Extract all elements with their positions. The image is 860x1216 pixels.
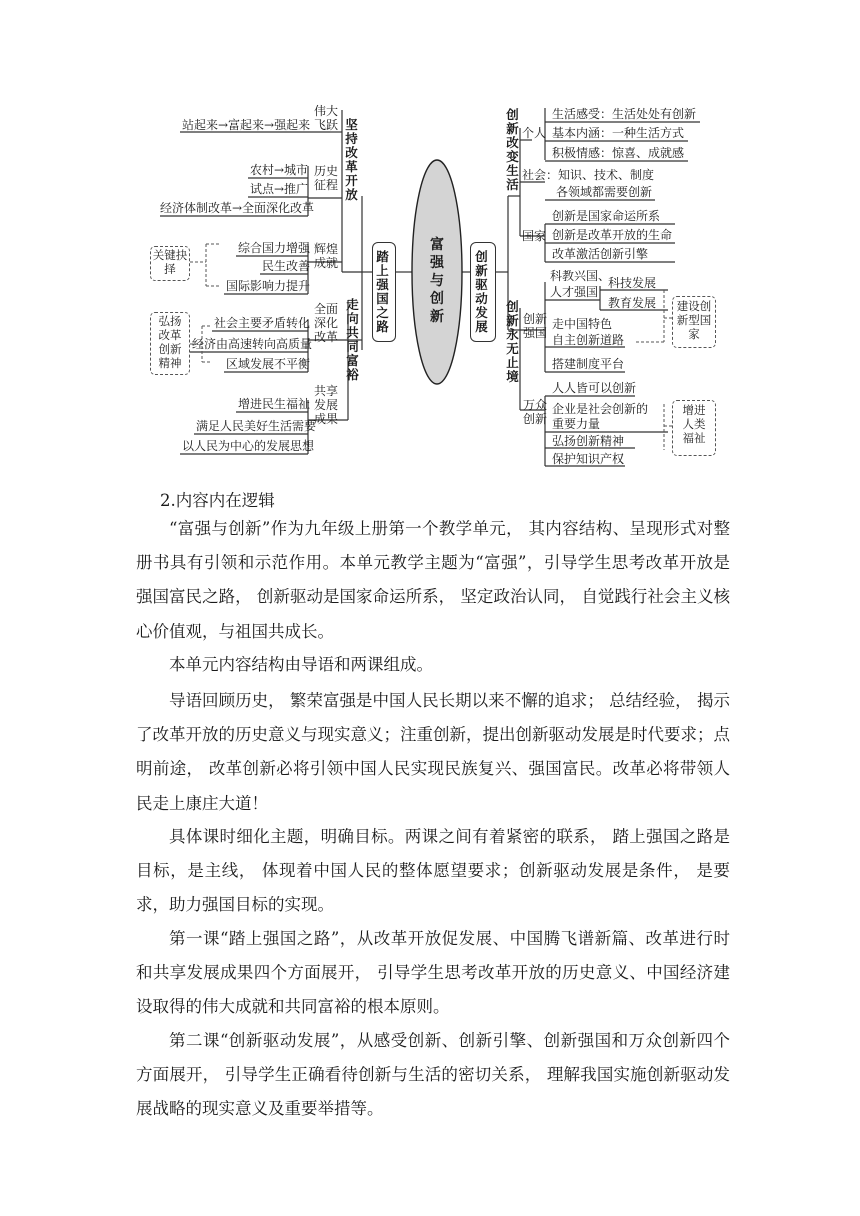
leaf-individual-2: 基本内涵：一种生活方式 (552, 126, 685, 140)
right-main-label: 创新驱动发展 (475, 249, 488, 334)
leaf-achieve-3: 国际影响力提升 (226, 279, 311, 293)
key-choice-label: 关键抉择 (152, 248, 188, 276)
spirit-label: 弘扬改革创新精神 (158, 314, 182, 370)
node-mass-innovation: 万众创新 (522, 398, 547, 426)
leaf-individual-3: 积极情感：惊喜、成就感 (552, 146, 685, 160)
paragraph-4: 具体课时细化主题，明确目标。两课之间有着紧密的联系， 踏上强国之路是目标，是主线， 体现着中国人民的整体愿望要求；创新驱动发展是条件， 是要求，助力强国目标的实现。 (136, 827, 730, 915)
key-choice-box (150, 246, 190, 281)
leaf-shared-3: 以人民为中心的发展思想 (182, 439, 315, 453)
innovative-nation-label: 建设创新型国家 (676, 299, 712, 341)
leaf-stand-up: 站起来→富起来→强起来 (182, 118, 311, 132)
node-history: 历史征程 (313, 164, 338, 192)
node-great-leap: 伟大飞跃 (313, 104, 338, 132)
leaf-strong-2: 自主创新道路 (552, 333, 625, 347)
human-welfare-box (672, 400, 716, 456)
paragraph-1: “富强与创新”作为九年级上册第一个教学单元， 其内容结构、呈现形式对整册书具有引领和示范作用。本单元教学主题为“富强”，引导学生思考改革开放是强国富民之路， 创新驱动是国家命运所系， 坚定政治认同， 自觉践行社会主义核心价值观，与祖国共成长。 (136, 519, 730, 641)
section-heading: 2.内容内在逻辑 (160, 491, 275, 510)
leaf-reform-3: 区域发展不平衡 (226, 357, 311, 371)
leaf-reform-1: 社会主要矛盾转化 (214, 316, 311, 330)
paragraph-6: 第二课“创新驱动发展”，从感受创新、创新引擎、创新强国和万众创新四个方面展开， 引导学生正确看待创新与生活的密切关系， 理解我国实施创新驱动发展战略的现实意义及重要举措等。 (136, 1031, 730, 1119)
node-deepen-reform: 全面深化改革 (313, 302, 338, 344)
leaf-edu: 教育发展 (608, 296, 657, 310)
node-strong-nation: 创新强国 (522, 312, 547, 340)
leaf-reform-2: 经济由高速转向高质量 (192, 337, 313, 351)
leaf-history-2: 试点→推广 (250, 182, 309, 196)
spirit-box (150, 312, 190, 375)
leaf-shared-2: 满足人民美好生活需要 (196, 419, 317, 433)
leaf-achieve-1: 综合国力增强 (238, 241, 311, 255)
left-main-label: 踏上强国之路 (376, 249, 389, 334)
leaf-achieve-2: 民生改善 (262, 259, 311, 273)
center-topic: 富强与创新 (430, 237, 444, 325)
human-welfare-label: 增进人类福祉 (682, 403, 706, 445)
leaf-mass-2: 企业是社会创新的 (552, 402, 649, 416)
leaf-mass-4: 弘扬创新精神 (552, 434, 625, 448)
paragraph-5: 第一课“踏上强国之路”，从改革开放促发展、中国腾飞谱新篇、改革进行时和共享发展成果四个方面展开， 引导学生思考改革开放的历史意义、中国经济建设取得的伟大成就和共同富裕的根本原则。 (136, 929, 730, 1017)
node-society: 社会：知识、技术、制度 (522, 168, 655, 182)
right-branch-endless: 创新永无止境 (506, 299, 519, 384)
leaf-history-1: 农村→城市 (250, 163, 309, 177)
node-country: 国家 (522, 229, 547, 243)
node-individual: 个人 (522, 126, 547, 140)
leaf-strong-3: 搭建制度平台 (552, 357, 625, 371)
leaf-mass-3: 重要力量 (552, 417, 601, 431)
leaf-society: 各领域都需要创新 (556, 185, 653, 199)
leaf-rencai: 人才强国 (550, 285, 599, 299)
leaf-country-2: 创新是改革开放的生命 (552, 228, 673, 242)
paragraph-2: 本单元内容结构由导语和两课组成。 (169, 655, 433, 674)
node-achievements: 辉煌成就 (313, 242, 338, 270)
leaf-mass-1: 人人皆可以创新 (552, 381, 637, 395)
leaf-history-3: 经济体制改革→全面深化改革 (160, 201, 315, 215)
leaf-kejiao: 科教兴国、 (550, 269, 611, 283)
node-shared: 共享发展成果 (313, 384, 338, 426)
leaf-shared-1: 增进民生福祉 (238, 397, 311, 411)
leaf-tech: 科技发展 (608, 276, 657, 290)
innovative-nation-box (672, 296, 716, 348)
right-branch-life: 创新改变生活 (506, 107, 519, 192)
leaf-country-1: 创新是国家命运所系 (552, 209, 661, 223)
left-branch-reform: 坚持改革开放 (345, 117, 358, 202)
leaf-country-3: 改革激活创新引擎 (552, 247, 649, 261)
paragraph-3: 导语回顾历史， 繁荣富强是中国人民长期以来不懈的追求； 总结经验， 揭示了改革开放的历史意义与现实意义；注重创新，提出创新驱动发展是时代要求；点明前途， 改革创新必将引领中国人民实现民族复兴、强国富民。改革必将带领人民走上康庄大道！ (136, 691, 730, 813)
left-branch-prosperity: 走向共同富裕 (346, 297, 359, 382)
leaf-individual-1: 生活感受：生活处处有创新 (552, 107, 697, 121)
leaf-strong-1: 走中国特色 (552, 317, 613, 331)
leaf-mass-5: 保护知识产权 (552, 452, 625, 466)
